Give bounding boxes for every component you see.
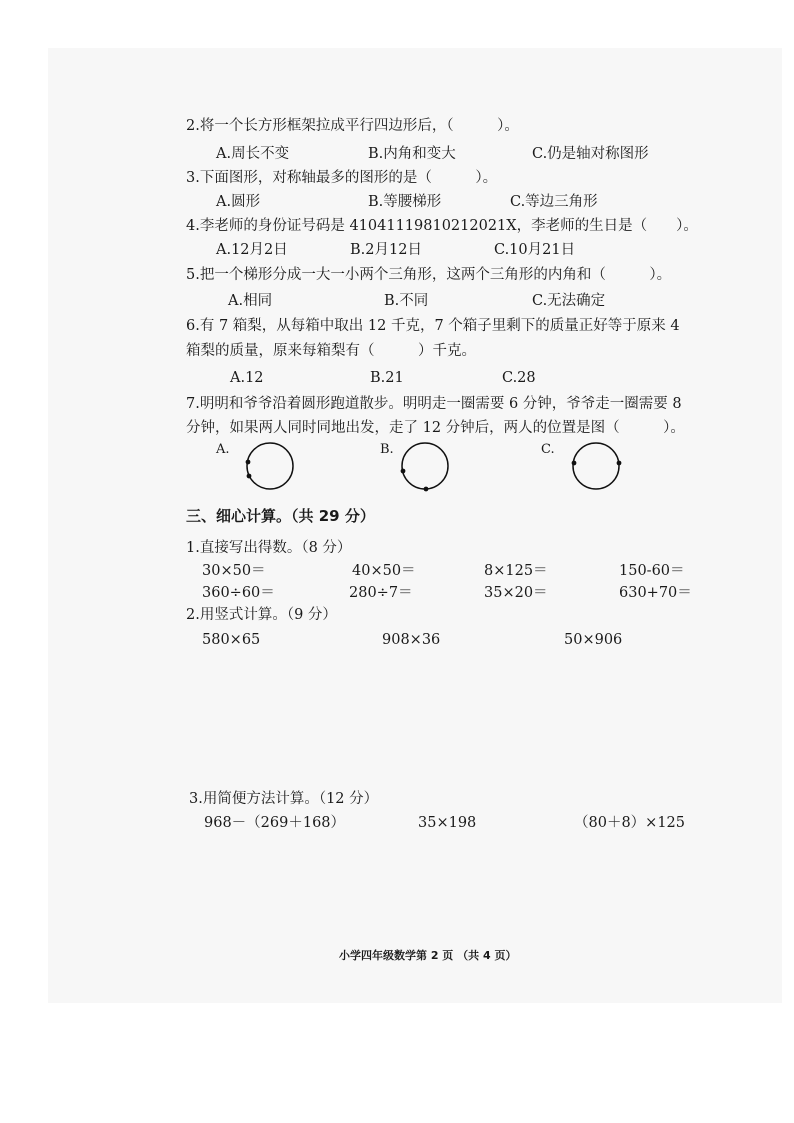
track-circle-b xyxy=(402,443,448,489)
part-2-title: 2.用竖式计算。（9 分） xyxy=(186,607,337,623)
position-dot-a2 xyxy=(247,474,252,479)
exam-sheet xyxy=(48,48,782,1003)
question-3-stem: 3.下面图形，对称轴最多的图形的是（ ）。 xyxy=(186,170,498,186)
question-6-option-c: C.28 xyxy=(502,370,536,386)
question-4-stem: 4.李老师的身份证号码是 41041119810212021X，李老师的生日是（ ）。 xyxy=(186,218,698,234)
oral-calc-1-3: 8×125＝ xyxy=(484,563,548,579)
position-dot-c1 xyxy=(572,461,577,466)
oral-calc-2-4: 630+70＝ xyxy=(619,585,692,601)
question-5-option-b: B.不同 xyxy=(384,293,429,309)
track-circle-a xyxy=(247,443,293,489)
question-2-option-c: C.仍是轴对称图形 xyxy=(532,146,649,162)
question-7-stem-line1: 7.明明和爷爷沿着圆形跑道散步。明明走一圈需要 6 分钟，爷爷走一圈需要 8 xyxy=(186,396,682,412)
question-4-option-c: C.10月21日 xyxy=(494,242,576,258)
question-3-option-a: A.圆形 xyxy=(216,194,261,210)
question-7-option-b: B. xyxy=(380,442,394,457)
page-footer: 小学四年级数学第 2 页 （共 4 页） xyxy=(339,949,517,962)
question-6-stem-line1: 6.有 7 箱梨，从每箱中取出 12 千克，7 个箱子里剩下的质量正好等于原来 4 xyxy=(186,318,680,334)
oral-calc-1-4: 150-60＝ xyxy=(619,563,685,579)
oral-calc-2-3: 35×20＝ xyxy=(484,585,548,601)
oral-calc-1-2: 40×50＝ xyxy=(352,563,416,579)
track-diagram-a xyxy=(244,441,296,491)
track-circle-c xyxy=(573,443,619,489)
question-6-option-b: B.21 xyxy=(370,370,404,386)
track-diagram-c xyxy=(569,441,623,491)
question-7-option-a: A. xyxy=(216,442,230,457)
oral-calc-1-1: 30×50＝ xyxy=(202,563,266,579)
simplify-calc-2: 35×198 xyxy=(418,815,477,831)
part-1-title: 1.直接写出得数。（8 分） xyxy=(186,540,352,556)
simplify-calc-3: （80＋8）×125 xyxy=(574,815,686,831)
question-6-option-a: A.12 xyxy=(230,370,264,386)
question-2-stem: 2.将一个长方形框架拉成平行四边形后，（ ）。 xyxy=(186,118,519,134)
question-3-option-b: B.等腰梯形 xyxy=(368,194,442,210)
question-6-stem-line2: 箱梨的质量，原来每箱梨有（ ）千克。 xyxy=(186,343,476,359)
section-3-title: 三、细心计算。（共 29 分） xyxy=(186,507,375,525)
vertical-calc-1: 580×65 xyxy=(202,632,261,648)
position-dot-b1 xyxy=(401,469,406,474)
question-2-option-b: B.内角和变大 xyxy=(368,146,456,162)
vertical-calc-3: 50×906 xyxy=(564,632,623,648)
question-5-stem: 5.把一个梯形分成一大一小两个三角形，这两个三角形的内角和（ ）。 xyxy=(186,267,672,283)
question-5-option-c: C.无法确定 xyxy=(532,293,606,309)
question-2-option-a: A.周长不变 xyxy=(216,146,290,162)
position-dot-c2 xyxy=(617,461,622,466)
simplify-calc-1: 968－（269＋168） xyxy=(204,815,346,831)
oral-calc-2-1: 360÷60＝ xyxy=(202,585,275,601)
question-4-option-a: A.12月2日 xyxy=(216,242,288,258)
track-diagram-b xyxy=(398,441,452,491)
position-dot-b2 xyxy=(424,487,429,492)
question-7-option-c: C. xyxy=(541,442,555,457)
question-5-option-a: A.相同 xyxy=(228,293,273,309)
question-3-option-c: C.等边三角形 xyxy=(510,194,598,210)
part-3-title: 3.用简便方法计算。（12 分） xyxy=(189,791,379,807)
vertical-calc-2: 908×36 xyxy=(382,632,441,648)
question-4-option-b: B.2月12日 xyxy=(350,242,422,258)
question-7-stem-line2: 分钟，如果两人同时同地出发，走了 12 分钟后，两人的位置是图（ ）。 xyxy=(186,420,685,436)
position-dot-a1 xyxy=(246,460,251,465)
oral-calc-2-2: 280÷7＝ xyxy=(349,585,413,601)
